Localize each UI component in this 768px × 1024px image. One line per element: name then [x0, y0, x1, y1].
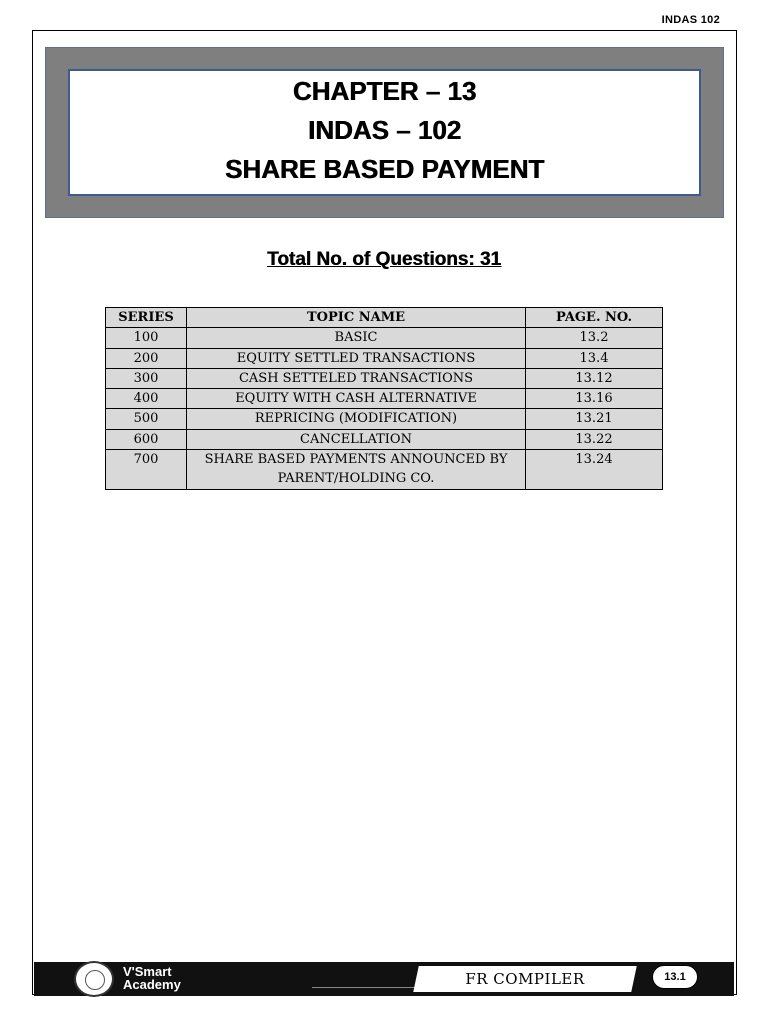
table-row: [106, 429, 663, 449]
topic-cell: REPRICING (MODIFICATION): [187, 409, 526, 429]
academy-seal-icon: [74, 961, 114, 997]
topic-cell: BASIC: [187, 328, 526, 348]
page-cell: 13.22: [526, 429, 663, 449]
topic-cell: CASH SETTELED TRANSACTIONS: [187, 368, 526, 388]
table-row: [106, 328, 663, 348]
brand-name: [123, 965, 181, 991]
table-row: [106, 409, 663, 429]
series-cell: 300: [106, 368, 187, 388]
table-row: [106, 389, 663, 409]
series-cell: 200: [106, 348, 187, 368]
standard-name: INDAS – 102: [307, 115, 462, 145]
page-cell: 13.24: [526, 450, 663, 490]
total-questions: Total No. of Questions: 31: [267, 249, 501, 270]
series-cell: 400: [106, 389, 187, 409]
topic-cell: EQUITY WITH CASH ALTERNATIVE: [187, 389, 526, 409]
page-cell: 13.4: [526, 348, 663, 368]
page-cell: 13.16: [526, 389, 663, 409]
series-table: [105, 307, 663, 490]
series-cell: 500: [106, 409, 187, 429]
series-cell: 100: [106, 328, 187, 348]
page-cell: 13.21: [526, 409, 663, 429]
brand-line-1: V'Smart: [123, 964, 172, 979]
series-cell: 600: [106, 429, 187, 449]
topic-cell: CANCELLATION: [187, 429, 526, 449]
chapter-number: CHAPTER – 13: [292, 76, 477, 106]
brand-line-2: Academy: [123, 977, 181, 992]
compiler-label: FR COMPILER: [465, 970, 585, 988]
page-number: 13.1: [652, 965, 698, 989]
title-box: [68, 69, 701, 196]
chapter-title: SHARE BASED PAYMENT: [224, 154, 545, 184]
column-header-topic: TOPIC NAME: [187, 308, 526, 328]
series-cell: 700: [106, 450, 187, 490]
table-row: [106, 450, 663, 490]
running-header: INDAS 102: [661, 14, 720, 26]
page-cell: 13.12: [526, 368, 663, 388]
footer-divider: [312, 987, 422, 988]
table-row: [106, 368, 663, 388]
table-header-row: [106, 308, 663, 328]
topic-cell: SHARE BASED PAYMENTS ANNOUNCED BY PARENT/HOLDING CO.: [187, 450, 526, 490]
page-cell: 13.2: [526, 328, 663, 348]
column-header-page: PAGE. NO.: [526, 308, 663, 328]
table-row: [106, 348, 663, 368]
column-header-series: SERIES: [106, 308, 187, 328]
topic-cell: EQUITY SETTLED TRANSACTIONS: [187, 348, 526, 368]
